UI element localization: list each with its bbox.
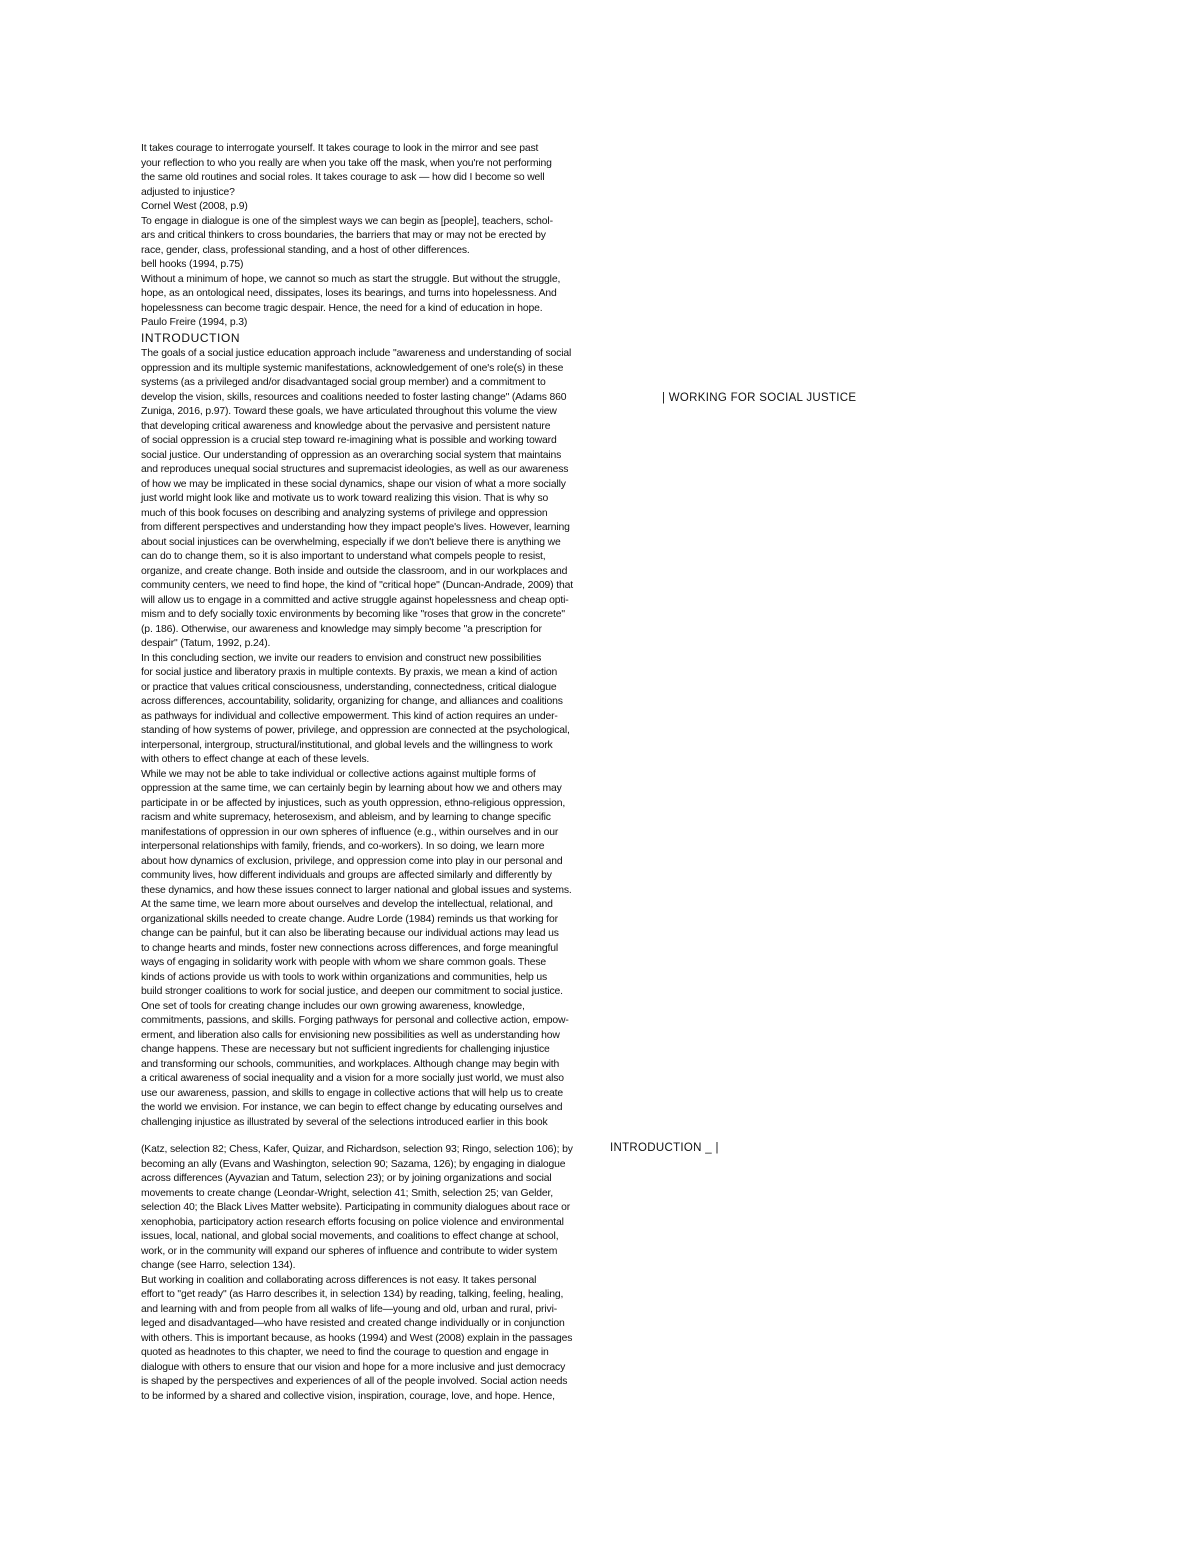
- body-line: issues, local, national, and global social movements, and coalitions to effect change at school,: [141, 1231, 559, 1242]
- body-line: of how we may be implicated in these social dynamics, shape our vision of what a more socially: [141, 478, 566, 490]
- body-line: use our awareness, passion, and skills to engage in collective actions that will help us to create: [141, 1087, 563, 1099]
- body-line: as pathways for individual and collective empowerment. This kind of action requires an under-: [141, 710, 558, 722]
- body-line: movements to create change (Leondar-Wright, selection 41; Smith, selection 25; van Gelder,: [141, 1187, 553, 1199]
- epigraph-line: Without a minimum of hope, we cannot so much as start the struggle. But without the struggle,: [141, 273, 561, 285]
- body-line: While we may not be able to take individual or collective actions against multiple forms of: [141, 768, 536, 780]
- body-line: change happens. These are necessary but not sufficient ingredients for challenging injustice: [141, 1044, 550, 1055]
- body-line: about how dynamics of exclusion, privilege, and oppression come into play in our personal and: [141, 855, 563, 867]
- body-line: community lives, how different individuals and groups are affected similarly and differently by: [141, 870, 552, 881]
- body-line: oppression and its multiple systemic manifestations, acknowledgement of one's role(s) in these: [141, 362, 564, 374]
- body-text-top: [141, 347, 573, 1130]
- body-line: commitments, passions, and skills. Forging pathways for personal and collective action, empow-: [141, 1015, 569, 1026]
- body-line: develop the vision, skills, resources and coalitions needed to foster lasting change" (Adams 860: [141, 391, 567, 403]
- body-line: dialogue with others to ensure that our vision and hope for a more inclusive and just democracy: [141, 1361, 566, 1373]
- body-line: despair" (Tatum, 1992, p.24).: [141, 638, 271, 649]
- body-text-bottom: [141, 1143, 573, 1404]
- body-line: mism and to defy socially toxic environments by becoming like "roses that grow in the concrete": [141, 609, 565, 620]
- body-line: Zuniga, 2016, p.97). Toward these goals, we have articulated throughout this volume the view: [141, 406, 557, 417]
- body-line: across differences (Ayvazian and Tatum, selection 23); or by joining organizations and social: [141, 1173, 552, 1184]
- running-head: | WORKING FOR SOCIAL JUSTICE: [662, 392, 857, 404]
- body-line: quoted as headnotes to this chapter, we need to find the courage to question and engage in: [141, 1347, 549, 1358]
- epigraph-line: To engage in dialogue is one of the simplest ways we can begin as [people], teachers, schol-: [141, 215, 553, 227]
- body-line: to be informed by a shared and collective vision, inspiration, courage, love, and hope. Hence,: [141, 1390, 555, 1402]
- body-line: interpersonal, intergroup, structural/institutional, and global levels and the willingness to work: [141, 739, 553, 751]
- epigraph-line: race, gender, class, professional standing, and a host of other differences.: [141, 244, 470, 256]
- body-line: systems (as a privileged and/or disadvantaged social group member) and a commitment to: [141, 377, 546, 388]
- epigraph-block: [141, 142, 560, 331]
- epigraph-line: hope, as an ontological need, dissipates, loses its bearings, and turns into hopelessness. And: [141, 288, 557, 299]
- body-line: and transforming our schools, communities, and workplaces. Although change may begin with: [141, 1058, 560, 1070]
- body-line: becoming an ally (Evans and Washington, selection 90; Sazama, 126); by engaging in dialogue: [141, 1158, 566, 1170]
- body-line: with others to effect change at each of these levels.: [141, 754, 370, 765]
- running-head: INTRODUCTION _ |: [610, 1142, 719, 1154]
- body-line: The goals of a social justice education approach include "awareness and understanding of social: [141, 348, 572, 359]
- body-line: to change hearts and minds, foster new connections across differences, and forge meaningful: [141, 942, 559, 954]
- body-line: standing of how systems of power, privilege, and oppression are connected at the psychological,: [141, 725, 570, 736]
- body-line: the world we envision. For instance, we can begin to effect change by educating ourselves and: [141, 1102, 563, 1113]
- body-line: work, or in the community will expand our spheres of influence and contribute to wider system: [141, 1245, 558, 1257]
- body-line: just world might look like and motivate us to work toward realizing this vision. That is why so: [141, 493, 549, 504]
- body-line: about social injustices can be overwhelming, especially if we don't believe there is anything we: [141, 536, 561, 548]
- body-line: oppression at the same time, we can certainly begin by learning about how we and others may: [141, 783, 562, 794]
- body-line: (Katz, selection 82; Chess, Kafer, Quizar, and Richardson, selection 93; Ringo, selection 106); by: [141, 1144, 573, 1155]
- section-heading: INTRODUCTION: [141, 331, 241, 345]
- body-line: organize, and create change. Both inside and outside the classroom, and in our workplaces and: [141, 565, 568, 577]
- body-line: erment, and liberation also calls for envisioning new possibilities as well as understanding how: [141, 1029, 560, 1041]
- body-line: community centers, we need to find hope, the kind of "critical hope" (Duncan-Andrade, 2009) that: [141, 580, 573, 591]
- body-line: At the same time, we learn more about ourselves and develop the intellectual, relational, and: [141, 899, 553, 910]
- body-line: organizational skills needed to create change. Audre Lorde (1984) reminds us that working for: [141, 913, 558, 925]
- body-line: change (see Harro, selection 134).: [141, 1260, 296, 1271]
- body-line: build stronger coalitions to work for social justice, and deepen our commitment to social justice.: [141, 986, 563, 997]
- body-line: and reproduces unequal social structures and supremacist ideologies, as well as our awareness: [141, 464, 569, 475]
- body-line: can do to change them, so it is also important to understand what compels people to resist,: [141, 551, 546, 562]
- epigraph-line: It takes courage to interrogate yourself. It takes courage to look in the mirror and see past: [141, 143, 539, 154]
- body-line: racism and white supremacy, heterosexism, and ableism, and by learning to change specific: [141, 812, 551, 823]
- body-line: selection 40; the Black Lives Matter website). Participating in community dialogues about race or: [141, 1202, 571, 1213]
- epigraph-line: the same old routines and social roles. It takes courage to ask — how did I become so well: [141, 172, 545, 183]
- body-line: a critical awareness of social inequality and a vision for a more socially just world, we must also: [141, 1073, 564, 1084]
- epigraph-line: adjusted to injustice?: [141, 186, 235, 198]
- body-line: is shaped by the perspectives and experiences of all of the people involved. Social action needs: [141, 1376, 568, 1387]
- body-line: for social justice and liberatory praxis in multiple contexts. By praxis, we mean a kind of action: [141, 667, 558, 678]
- body-line: and learning with and from people from all walks of life—young and old, urban and rural, privi-: [141, 1303, 558, 1315]
- epigraph-attribution: bell hooks (1994, p.75): [141, 259, 244, 270]
- epigraph-attribution: Paulo Freire (1994, p.3): [141, 317, 248, 328]
- body-line: social justice. Our understanding of oppression as an overarching social system that maintains: [141, 449, 562, 461]
- body-line: (p. 186). Otherwise, our awareness and knowledge may simply become "a prescription for: [141, 623, 542, 635]
- body-line: ways of engaging in solidarity work with people with whom we share common goals. These: [141, 957, 547, 968]
- body-line: change can be painful, but it can also be liberating because our individual actions may lead us: [141, 928, 559, 939]
- body-line: much of this book focuses on describing and analyzing systems of privilege and oppression: [141, 507, 548, 519]
- epigraph-line: your reflection to who you really are when you take off the mask, when you're not performing: [141, 157, 552, 169]
- body-line: challenging injustice as illustrated by several of the selections introduced earlier in this book: [141, 1116, 548, 1128]
- body-line: of social oppression is a crucial step toward re-imagining what is possible and working toward: [141, 435, 557, 446]
- body-line: that developing critical awareness and knowledge about the pervasive and persistent nature: [141, 420, 551, 432]
- body-line: these dynamics, and how these issues connect to larger national and global issues and systems.: [141, 884, 572, 896]
- body-line: effort to "get ready" (as Harro describes it, in selection 134) by reading, talking, feeling, healing,: [141, 1289, 564, 1300]
- epigraph-attribution: Cornel West (2008, p.9): [141, 201, 248, 212]
- body-line: manifestations of oppression in our own spheres of influence (e.g., within ourselves and in our: [141, 826, 559, 838]
- body-line: xenophobia, participatory action research efforts focusing on police violence and environmental: [141, 1216, 564, 1228]
- body-line: or practice that values critical consciousness, understanding, connectedness, critical dialogue: [141, 681, 557, 693]
- epigraph-line: ars and critical thinkers to cross boundaries, the barriers that may or may not be erected by: [141, 230, 546, 241]
- body-line: But working in coalition and collaborating across differences is not easy. It takes personal: [141, 1274, 537, 1286]
- body-line: across differences, accountability, solidarity, organizing for change, and alliances and coalitions: [141, 696, 563, 707]
- body-line: kinds of actions provide us with tools to work within organizations and communities, help us: [141, 971, 548, 983]
- body-line: One set of tools for creating change includes our own growing awareness, knowledge,: [141, 1000, 525, 1012]
- body-line: In this concluding section, we invite our readers to envision and construct new possibilities: [141, 652, 542, 664]
- body-line: from different perspectives and understanding how they impact people's lives. However, learning: [141, 522, 570, 533]
- body-line: interpersonal relationships with family, friends, and co-workers). In so doing, we learn more: [141, 841, 545, 852]
- body-line: with others. This is important because, as hooks (1994) and West (2008) explain in the passages: [141, 1332, 573, 1344]
- body-line: participate in or be affected by injustices, such as youth oppression, ethno-religious oppression,: [141, 797, 566, 809]
- epigraph-line: hopelessness can become tragic despair. Hence, the need for a kind of education in hope.: [141, 302, 543, 314]
- body-line: leged and disadvantaged—who have resisted and created change individually or in conjunction: [141, 1318, 565, 1329]
- body-line: will allow us to engage in a committed and active struggle against hopelessness and cheap opti-: [141, 594, 569, 606]
